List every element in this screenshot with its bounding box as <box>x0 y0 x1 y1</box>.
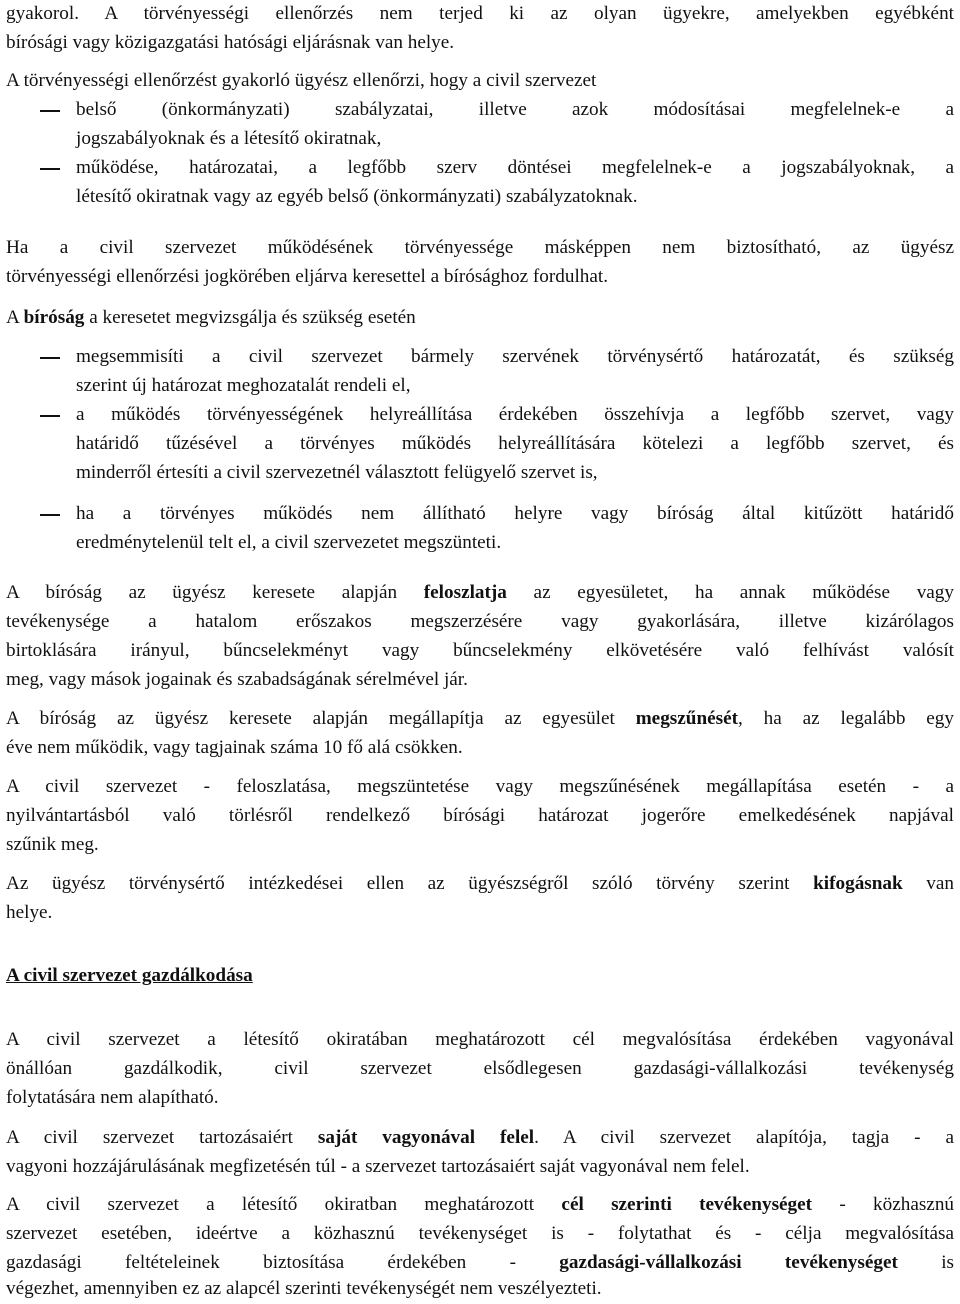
text-run: önállóan gazdálkodik, civil szervezet elsődlegesen gazdasági-vállalkozási tevékenység <box>6 1058 954 1079</box>
text-line <box>6 1275 954 1304</box>
text-run: ha a törvényes működés nem állítható helyre vagy bíróság által kitűzött határidő <box>76 503 954 524</box>
list-item-line <box>76 401 954 430</box>
text-run: vagyoni hozzájárulásának megfizetésén túl - a szervezet tartozásaiért saját vagyonával nem felel. <box>6 1156 750 1177</box>
bold-term: bíróság <box>23 307 85 328</box>
text-line <box>6 304 954 333</box>
text-line <box>6 0 954 29</box>
text-run: Ha a civil szervezet működésének törvényessége másképpen nem biztosítható, az ügyész <box>6 237 954 258</box>
text-line <box>6 1249 954 1278</box>
text-run: meg, vagy mások jogainak és szabadságának sérelmével jár. <box>6 669 468 690</box>
text-run: A bíróság az ügyész keresete alapján megállapítja az egyesület <box>6 708 636 729</box>
text-run: szervezet esetében, ideértve a közhasznú tevékenységet is - folytathat és - célja megvalósítása <box>6 1223 954 1244</box>
section-heading <box>6 962 954 991</box>
text-line <box>6 1026 954 1055</box>
text-run: létesítő okiratnak vagy az egyéb belső (önkormányzati) szabályzatoknak. <box>76 186 638 207</box>
text-run: A civil szervezet tartozásaiért <box>6 1127 318 1148</box>
text-run: A civil szervezet a létesítő okiratában meghatározott cél megvalósítása érdekében vagyonával <box>6 1029 954 1050</box>
text-line <box>6 899 954 928</box>
list-item-line <box>76 459 954 488</box>
section-heading-text: A civil szervezet gazdálkodása <box>6 965 253 986</box>
text-line <box>6 666 954 695</box>
text-run: gyakorol. A törvényességi ellenőrzés nem terjed ki az olyan ügyekre, amelyekben egyébként <box>6 3 954 24</box>
text-run: működése, határozatai, a legfőbb szerv döntései megfelelnek-e a jogszabályoknak, a <box>76 157 954 178</box>
text-line <box>6 67 954 96</box>
list-item-line <box>76 125 954 154</box>
list-item-line <box>76 154 954 183</box>
text-run: A törvényességi ellenőrzést gyakorló ügyész ellenőrzi, hogy a civil szervezet <box>6 70 597 91</box>
text-run: szűnik meg. <box>6 834 99 855</box>
text-line <box>6 29 954 58</box>
text-run: minderről értesíti a civil szervezetnél választott felügyelő szervet is, <box>76 462 598 483</box>
list-item-line <box>76 343 954 372</box>
text-line <box>6 637 954 666</box>
text-line <box>6 802 954 831</box>
text-run: is <box>897 1252 954 1273</box>
text-run: A bíróság az ügyész keresete alapján <box>6 582 424 603</box>
text-run: gazdasági feltételeinek biztosítása érdekében - <box>6 1252 560 1273</box>
text-run: határidő tűzésével a törvényes működés helyreállítására kötelezi a legfőbb szervet, és <box>76 433 954 454</box>
text-line <box>6 579 954 608</box>
text-line <box>6 1220 954 1249</box>
text-run: jogszabályoknak és a létesítő okiratnak, <box>76 128 382 149</box>
text-run: belső (önkormányzati) szabályzatai, illetve azok módosításai megfelelnek-e a <box>76 99 954 120</box>
list-item-line <box>76 529 954 558</box>
text-run: birtoklására irányul, bűncselekményt vagy bűncselekmény elkövetésére való felhívást valósít <box>6 640 954 661</box>
text-run: A civil szervezet a létesítő okiratban meghatározott <box>6 1194 562 1215</box>
text-line <box>6 1124 954 1153</box>
text-line <box>6 831 954 860</box>
text-run: van <box>902 873 954 894</box>
text-run: végezhet, amennyiben ez az alapcél szerinti tevékenységét nem veszélyezteti. <box>6 1278 602 1299</box>
bold-term: gazdasági-vállalkozási tevékenységet <box>559 1252 898 1273</box>
text-run: az egyesületet, ha annak működése vagy <box>506 582 954 603</box>
text-run: eredménytelenül telt el, a civil szervezetet megszünteti. <box>76 532 502 553</box>
text-run: tevékenysége a hatalom erőszakos megszerzésére vagy gyakorlására, illetve kizárólagos <box>6 611 954 632</box>
bold-term: feloszlatja <box>423 582 507 603</box>
text-run: éve nem működik, vagy tagjainak száma 10 fő alá csökken. <box>6 737 463 758</box>
text-run: A <box>6 307 24 328</box>
text-line <box>6 1191 954 1220</box>
text-run: Az ügyész törvénysértő intézkedései ellen az ügyészségről szóló törvény szerint <box>6 873 814 894</box>
text-run: - közhasznú <box>812 1194 955 1215</box>
bold-term: cél szerinti tevékenységet <box>561 1194 813 1215</box>
text-line <box>6 773 954 802</box>
text-run: törvényességi ellenőrzési jogkörében eljárva keresettel a bírósághoz fordulhat. <box>6 266 609 287</box>
dash-bullet <box>40 415 60 417</box>
list-item-line <box>76 372 954 401</box>
list-item-line <box>76 96 954 125</box>
text-line <box>6 1055 954 1084</box>
text-run: bírósági vagy közigazgatási hatósági eljárásnak van helye. <box>6 32 455 53</box>
text-run: helye. <box>6 902 53 923</box>
dash-bullet <box>40 357 60 359</box>
list-item-line <box>76 430 954 459</box>
text-run: folytatására nem alapítható. <box>6 1087 219 1108</box>
bold-term: megszűnését <box>635 708 739 729</box>
text-line <box>6 234 954 263</box>
list-item-line <box>76 500 954 529</box>
text-run: megsemmisíti a civil szervezet bármely szervének törvénysértő határozatát, és szükség <box>76 346 954 367</box>
text-run: a keresetet megvizsgálja és szükség esetén <box>84 307 416 328</box>
text-line <box>6 263 954 292</box>
dash-bullet <box>40 110 60 112</box>
bold-term: saját vagyonával felel <box>317 1127 535 1148</box>
text-line <box>6 705 954 734</box>
list-item-line <box>76 183 954 212</box>
text-line <box>6 608 954 637</box>
dash-bullet <box>40 168 60 170</box>
text-line <box>6 870 954 899</box>
bold-term: kifogásnak <box>813 873 903 894</box>
text-run: a működés törvényességének helyreállítása érdekében összehívja a legfőbb szervet, vagy <box>76 404 954 425</box>
text-run: A civil szervezet - feloszlatása, megszüntetése vagy megszűnésének megállapítása esetén - a <box>6 776 954 797</box>
text-run: szerint új határozat meghozatalát rendeli el, <box>76 375 411 396</box>
text-line <box>6 1084 954 1113</box>
text-run: . A civil szervezet alapítója, tagja - a <box>534 1127 954 1148</box>
text-run: , ha az legalább egy <box>738 708 954 729</box>
text-run: nyilvántartásból való törlésről rendelkező bírósági határozat jogerőre emelkedésének napjával <box>6 805 954 826</box>
text-line <box>6 1153 954 1182</box>
text-line <box>6 734 954 763</box>
dash-bullet <box>40 514 60 516</box>
